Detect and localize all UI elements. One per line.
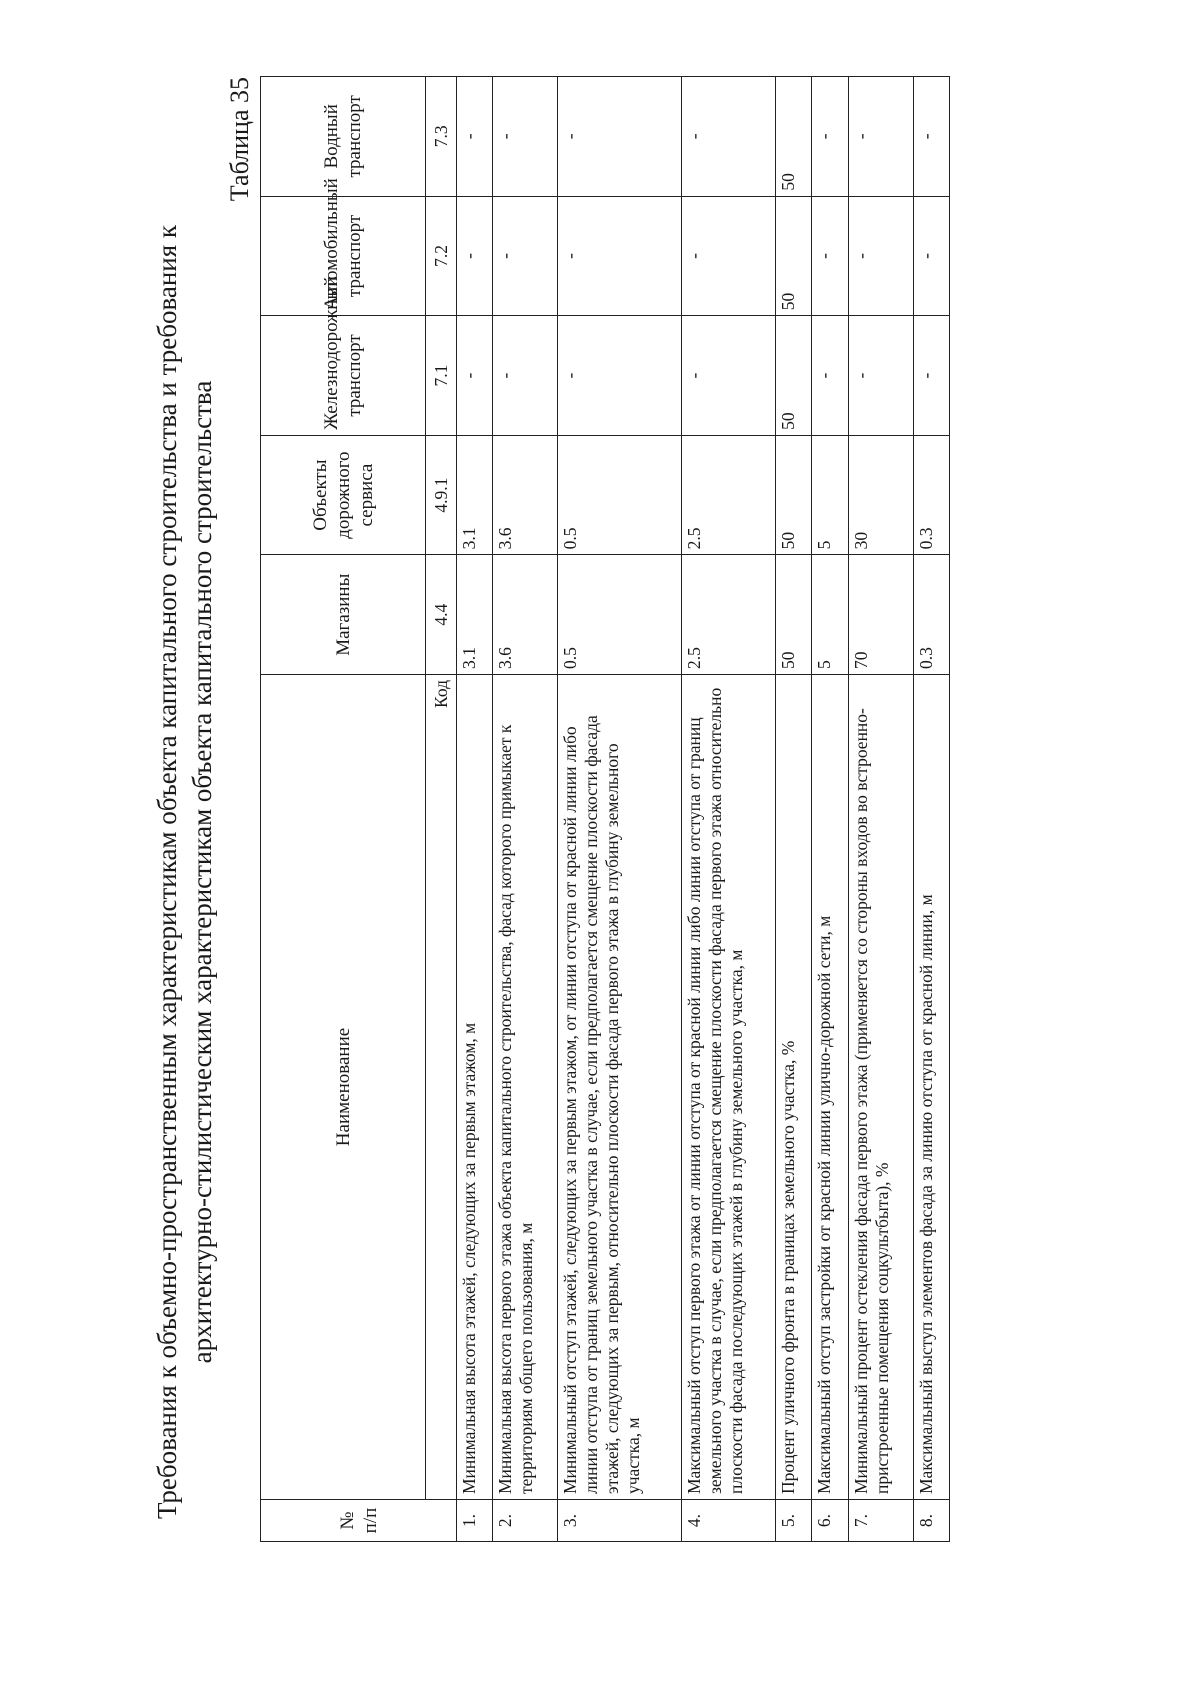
table-row [493, 77, 558, 1542]
requirements-table [260, 76, 950, 1542]
value-cell: 50 [776, 77, 812, 197]
value-cell: - [913, 77, 949, 197]
value-cell: 0.3 [913, 435, 949, 555]
value-cell: - [848, 196, 913, 316]
code-cell: 4.9.1 [426, 435, 457, 555]
value-cell: - [493, 316, 558, 436]
code-cell: 7.1 [426, 316, 457, 436]
value-cell: 5 [812, 435, 848, 555]
value-cell: - [812, 196, 848, 316]
row-name: Максимальный отступ застройки от красной линии улично-дорожной сети, м [812, 675, 848, 1500]
table-row [558, 77, 682, 1542]
row-number: 3. [558, 1500, 682, 1542]
value-cell: - [681, 77, 775, 197]
value-cell: - [913, 316, 949, 436]
row-name: Максимальный выступ элементов фасада за линию отступа от красной линии, м [913, 675, 949, 1500]
table-row [812, 77, 848, 1542]
table-row [848, 77, 913, 1542]
value-cell: 5 [812, 555, 848, 675]
value-cell: - [457, 196, 493, 316]
row-number: 1. [457, 1500, 493, 1542]
value-cell: - [848, 316, 913, 436]
value-cell: - [457, 77, 493, 197]
value-cell: 50 [776, 196, 812, 316]
row-number: 6. [812, 1500, 848, 1542]
table-row [776, 77, 812, 1542]
table-number-label: Таблица 35 [225, 77, 254, 202]
header-number: № п/п [261, 1500, 457, 1542]
value-cell: - [558, 77, 682, 197]
title-line-1: Требования к объемно-пространственным характеристикам объекта капитального строительства и требования к [152, 224, 182, 1520]
row-name: Процент уличного фронта в границах земельного участка, % [776, 675, 812, 1500]
row-number: 2. [493, 1500, 558, 1542]
value-cell: - [681, 316, 775, 436]
code-label: Код [426, 675, 457, 1500]
row-number: 4. [681, 1500, 775, 1542]
header-column-auto: Автомобильный транспорт [261, 196, 426, 316]
value-cell: 3.6 [493, 435, 558, 555]
row-name: Минимальный отступ этажей, следующих за первым этажом, от линии отступа от красной линии либо линии отступа от границ земельного участка в случае, если предполагается смещение плоскости фасада этажей, следующих за первым, относительно плоскости фасада первого этажа в глубину земельного участка, м [558, 675, 682, 1500]
value-cell: 3.1 [457, 555, 493, 675]
table-row [913, 77, 949, 1542]
value-cell: 3.6 [493, 555, 558, 675]
row-name: Минимальная высота этажей, следующих за первым этажом, м [457, 675, 493, 1500]
value-cell: - [558, 196, 682, 316]
value-cell: - [493, 77, 558, 197]
value-cell: 0.3 [913, 555, 949, 675]
row-number: 5. [776, 1500, 812, 1542]
row-number: 8. [913, 1500, 949, 1542]
row-name: Минимальный процент остекления фасада первого этажа (применяется со стороны входов во встроенно-пристроенные помещения соцкультбыта), % [848, 675, 913, 1500]
header-column-water: Водный транспорт [261, 77, 426, 197]
value-cell: 70 [848, 555, 913, 675]
row-name: Минимальная высота первого этажа объекта капитального строительства, фасад которого примыкает к территориям общего пользования, м [493, 675, 558, 1500]
value-cell: - [848, 77, 913, 197]
row-number: 7. [848, 1500, 913, 1542]
code-cell: 7.2 [426, 196, 457, 316]
value-cell: 50 [776, 435, 812, 555]
value-cell: 50 [776, 555, 812, 675]
value-cell: - [812, 77, 848, 197]
value-cell: - [493, 196, 558, 316]
value-cell: 2.5 [681, 555, 775, 675]
value-cell: - [558, 316, 682, 436]
code-cell: 4.4 [426, 555, 457, 675]
value-cell: 3.1 [457, 435, 493, 555]
value-cell: 30 [848, 435, 913, 555]
value-cell: 0.5 [558, 555, 682, 675]
header-column-railway: Железнодорожный транспорт [261, 316, 426, 436]
row-name: Максимальный отступ первого этажа от линии отступа от красной линии либо линии отступа от границ земельного участка в случае, если предполагается смещение плоскости фасада первого этажа относительно плоскости фасада последующих этажей в глубину земельного участка, м [681, 675, 775, 1500]
title-line-2: архитектурно-стилистическим характеристикам объекта капитального строительства [187, 380, 217, 1364]
value-cell: 0.5 [558, 435, 682, 555]
value-cell: 50 [776, 316, 812, 436]
table-header-row [261, 77, 426, 1542]
code-row [426, 77, 457, 1542]
value-cell: 2.5 [681, 435, 775, 555]
value-cell: - [681, 196, 775, 316]
document-title [150, 197, 220, 1547]
value-cell: - [913, 196, 949, 316]
code-cell: 7.3 [426, 77, 457, 197]
value-cell: - [812, 316, 848, 436]
header-column-shops: Магазины [261, 555, 426, 675]
value-cell: - [457, 316, 493, 436]
table-row [457, 77, 493, 1542]
header-name: Наименование [261, 675, 426, 1500]
header-column-road-service: Объекты дорожного сервиса [261, 435, 426, 555]
table-row [681, 77, 775, 1542]
